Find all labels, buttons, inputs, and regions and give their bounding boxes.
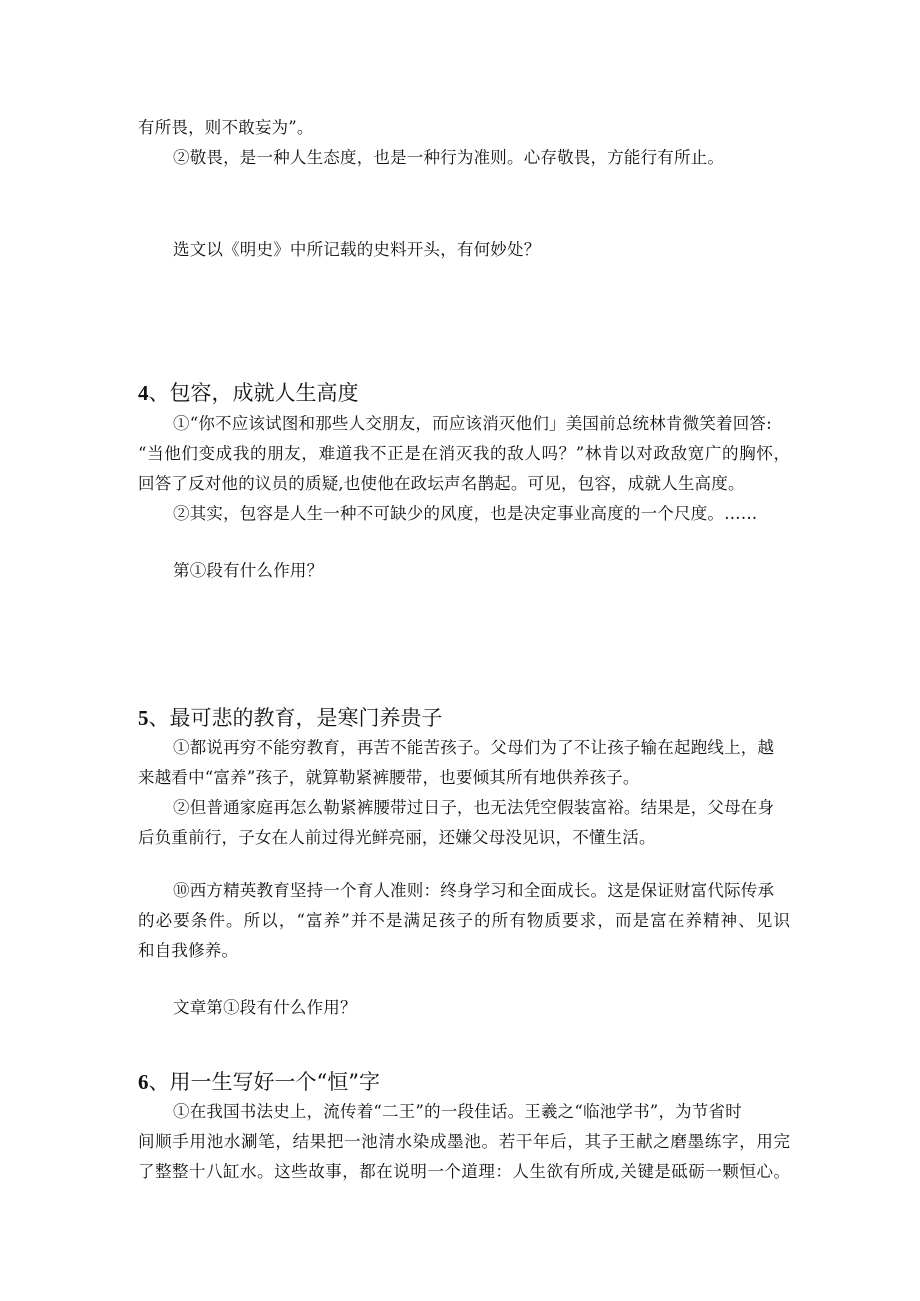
paragraph-line: ②敬畏，是一种人生态度，也是一种行为准则。心存敬畏，方能行有所止。 [173, 148, 725, 167]
section-title: 、用一生写好一个“恒”字 [148, 1070, 380, 1094]
paragraph-line: 来越看中“富养”孩子，就算勒紧裤腰带，也要倾其所有地供养孩子。 [138, 768, 640, 787]
paragraph-line: ②但普通家庭再怎么勒紧裤腰带过日子，也无法凭空假装富裕。结果是，父母在身 [173, 798, 775, 817]
question-text: 文章第①段有什么作用？ [173, 998, 357, 1017]
section-heading-6 [138, 1067, 380, 1097]
paragraph-line: ①“你不应该试图和那些人交朋友，而应该消灭他们」美国前总统林肯微笑着回答: [173, 414, 772, 433]
section-heading-5 [138, 703, 443, 733]
paragraph-line: 和自我修养。 [138, 941, 239, 960]
paragraph-line: ⑩西方精英教育坚持一个育人准则：终身学习和全面成长。这是保证财富代际传承 [173, 881, 775, 900]
paragraph-line: ②其实，包容是人生一种不可缺少的风度，也是决定事业高度的一个尺度。…… [173, 504, 758, 523]
paragraph-line: 的必要条件。所以，“富养”并不是满足孩子的所有物质要求，而是富在养精神、见识 [138, 911, 790, 930]
section-number: 4 [138, 381, 149, 405]
section-heading-4 [138, 378, 359, 408]
section-number: 5 [138, 706, 149, 730]
question-text: 第①段有什么作用？ [173, 561, 324, 580]
paragraph-line: 有所畏，则不敢妄为”。 [138, 118, 314, 137]
paragraph-line: 回答了反对他的议员的质疑,也使他在政坛声名鹊起。可见，包容，成就人生高度。 [138, 474, 745, 493]
paragraph-line: “当他们变成我的朋友，难道我不正是在消灭我的敌人吗？”林肯以对政敌宽广的胸怀， [138, 444, 790, 463]
paragraph-line: 了整整十八缸水。这些故事，都在说明一个道理：人生欲有所成,关键是砥砺一颗恒心。 [138, 1162, 790, 1181]
paragraph-line: 间顺手用池水涮笔，结果把一池清水染成墨池。若干年后，其子王献之磨墨练字，用完 [138, 1132, 790, 1151]
paragraph-line: 后负重前行，子女在人前过得光鲜亮丽，还嫌父母没见识，不懂生活。 [138, 828, 656, 847]
paragraph-line: ①在我国书法史上，流传着“二王”的一段佳话。王羲之“临池学书”，为节省时 [173, 1102, 742, 1121]
section-number: 6 [138, 1070, 149, 1094]
section-title: 、包容，成就人生高度 [148, 381, 359, 405]
section-title: 、最可悲的教育，是寒门养贵子 [148, 706, 443, 730]
question-text: 选文以《明史》中所记载的史料开头，有何妙处？ [173, 240, 541, 259]
paragraph-line: ①都说再穷不能穷教育，再苦不能苦孩子。父母们为了不让孩子输在起跑线上，越 [173, 738, 775, 757]
